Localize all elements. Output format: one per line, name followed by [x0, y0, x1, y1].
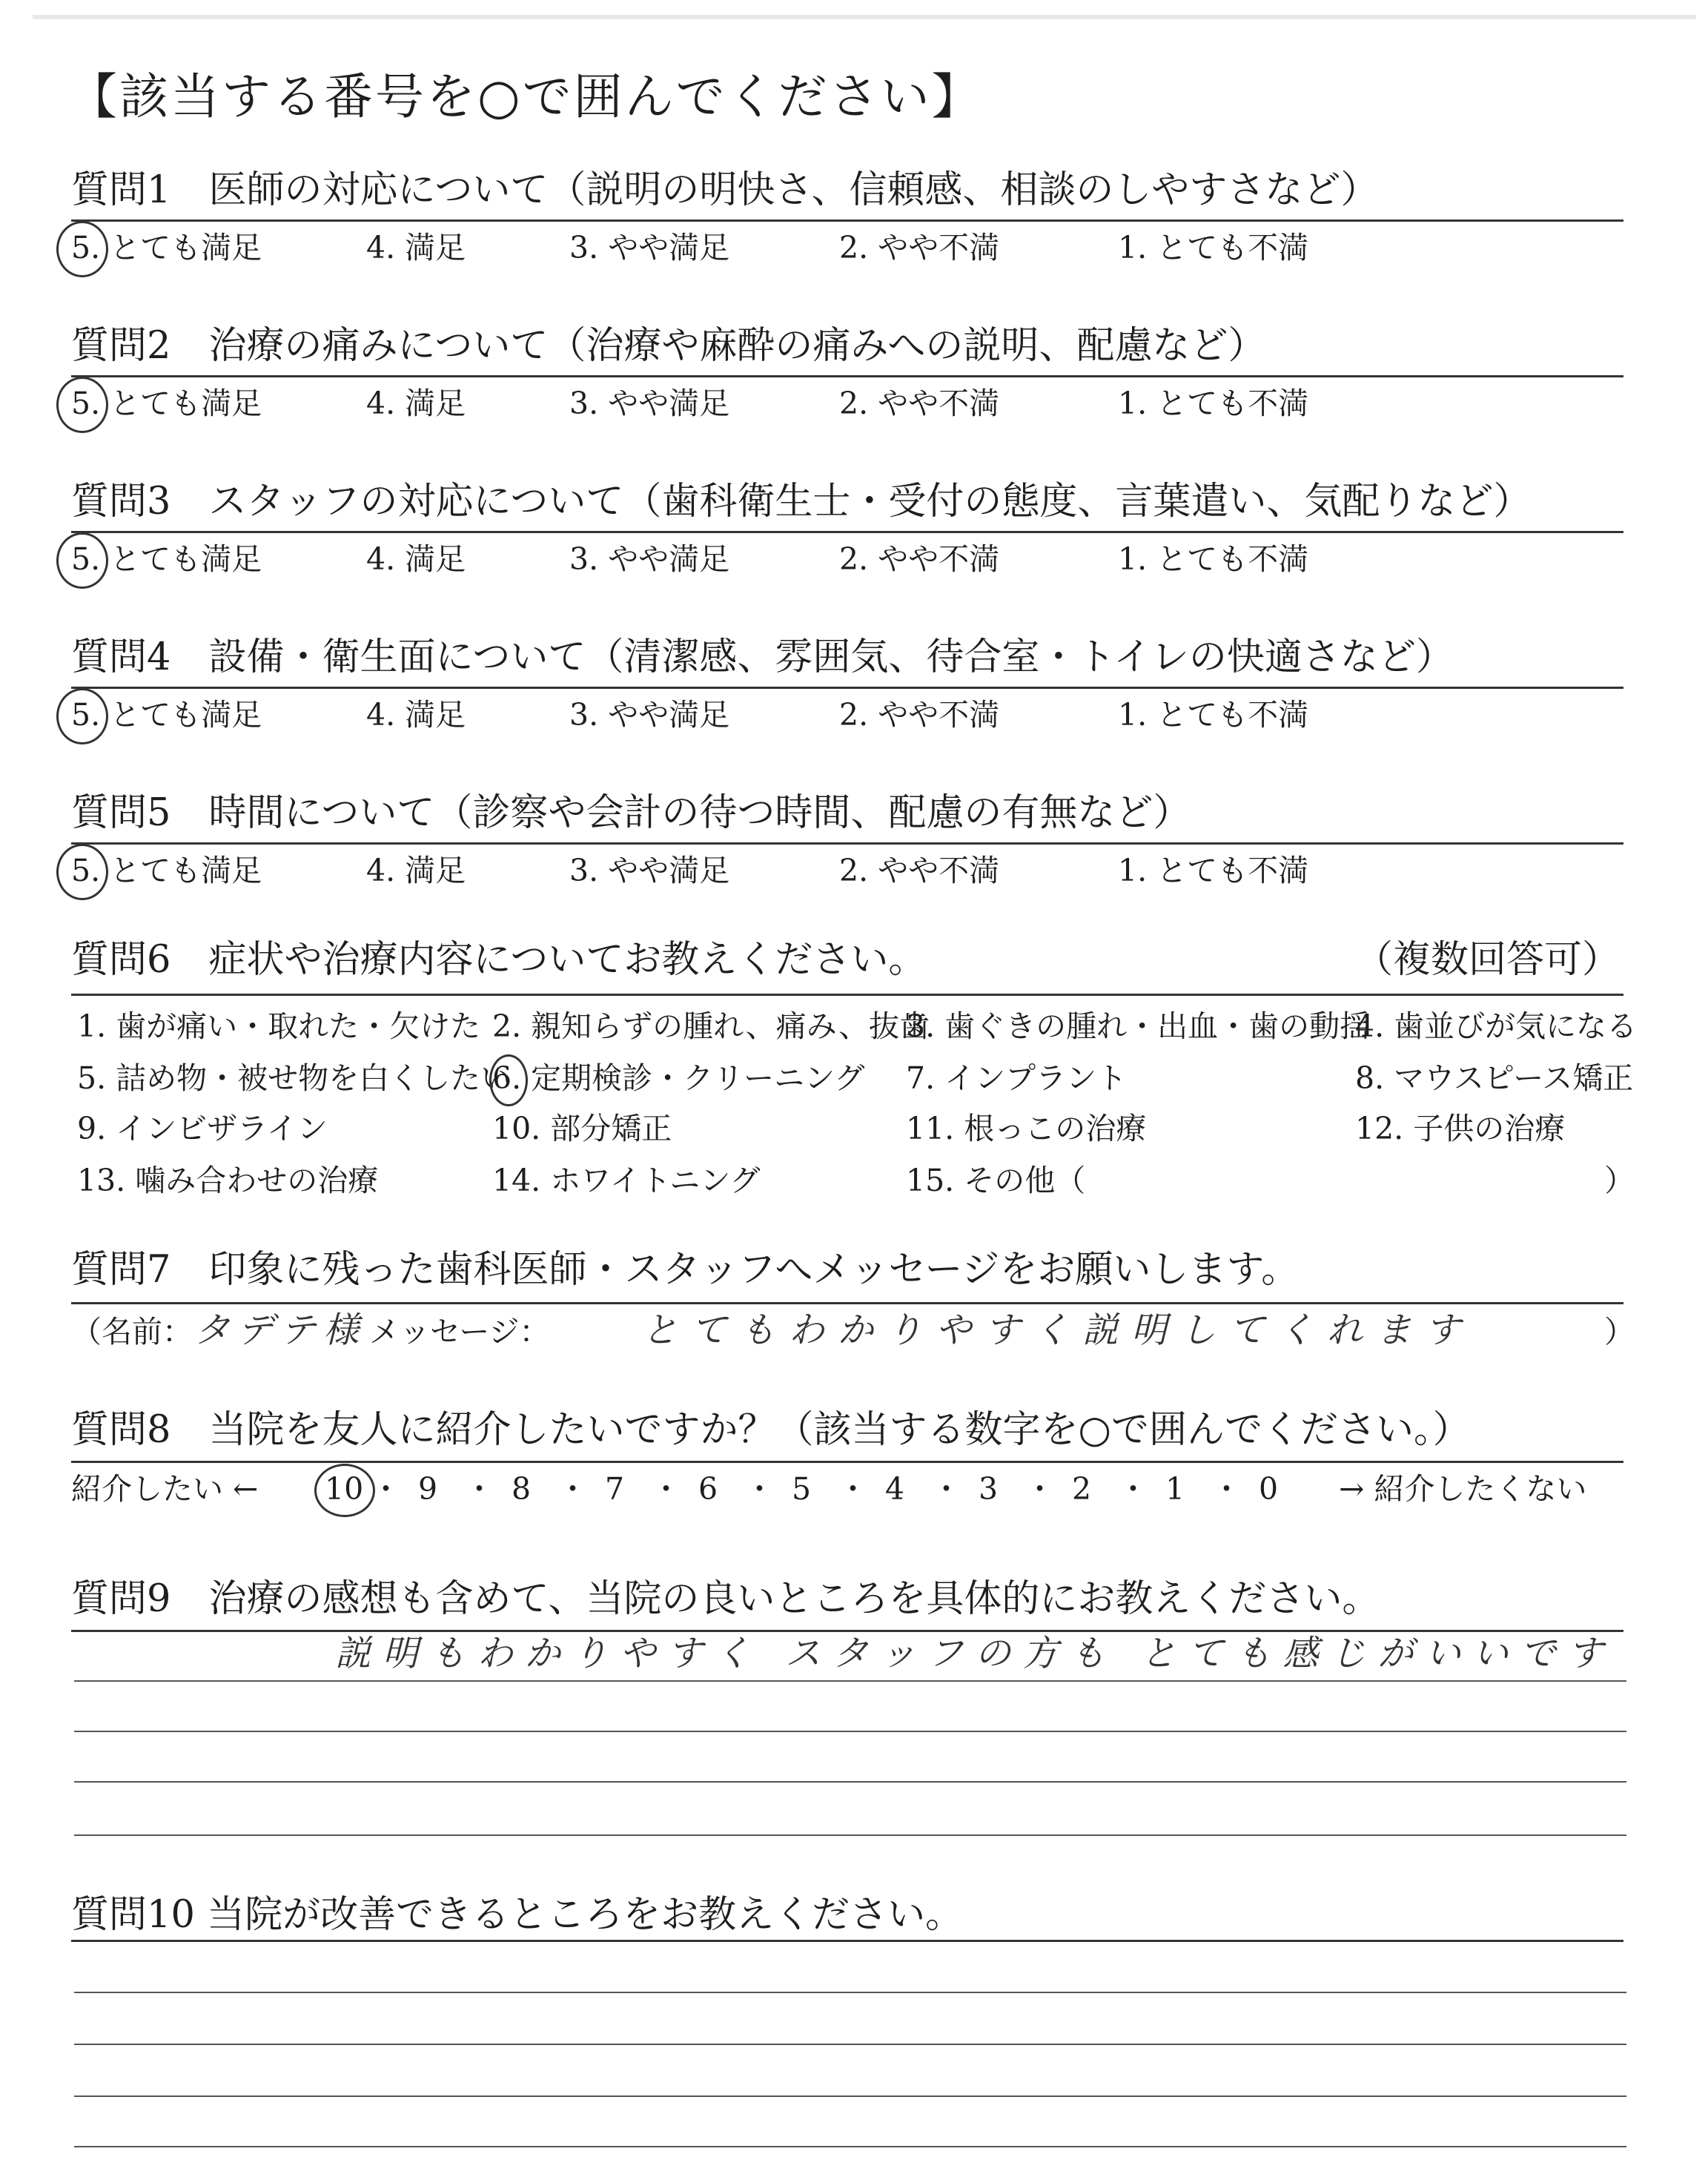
q6-option[interactable]: 7. インプラント — [906, 1060, 1128, 1096]
q4-selected-circle — [56, 688, 108, 744]
q6-other-close: ） — [1604, 1163, 1635, 1198]
q4-title: 質問4 設備・衛生面について（清潔感、雰囲気、待合室・トイレの快適さなど） — [71, 635, 1454, 679]
q10-write-line — [74, 2146, 1626, 2147]
q8-scale-separator: ・ — [1211, 1471, 1242, 1507]
q6-option[interactable]: 15. その他（ — [906, 1163, 1086, 1198]
q5-option[interactable]: 3. やや満足 — [569, 853, 730, 888]
q8-scale-separator: ・ — [744, 1471, 775, 1507]
q6-rule — [71, 994, 1623, 996]
q6-option[interactable]: 8. マウスピース矯正 — [1355, 1060, 1634, 1096]
q7-title: 質問7 印象に残った歯科医師・スタッフへメッセージをお願いします。 — [71, 1248, 1300, 1292]
q6-selected-circle — [489, 1054, 528, 1106]
q6-option[interactable]: 13. 噛み合わせの治療 — [77, 1163, 379, 1198]
q10-write-line — [74, 2095, 1626, 2097]
q8-title: 質問8 当院を友人に紹介したいですか？（該当する数字を○で囲んでください。） — [71, 1408, 1471, 1452]
q8-scale-separator: ・ — [557, 1471, 588, 1507]
q10-rule — [71, 1940, 1623, 1942]
q9-write-line — [74, 1834, 1626, 1836]
q6-title: 質問6 症状や治療内容についてお教えください。 — [71, 938, 927, 982]
q2-title: 質問2 治療の痛みについて（治療や麻酔の痛みへの説明、配慮など） — [71, 324, 1266, 368]
q8-scale-separator: ・ — [838, 1471, 868, 1507]
q8-scale-separator: ・ — [464, 1471, 494, 1507]
q2-rule — [71, 375, 1623, 377]
q3-option[interactable]: 3. やや満足 — [569, 541, 730, 577]
q6-option[interactable]: 1. 歯が痛い・取れた・欠けた — [77, 1008, 481, 1044]
q1-option[interactable]: 1. とても不満 — [1118, 230, 1309, 265]
q5-option[interactable]: 4. 満足 — [366, 853, 466, 888]
q3-option[interactable]: 1. とても不満 — [1118, 541, 1309, 577]
q1-option[interactable]: 5. とても満足 — [71, 230, 262, 265]
q6-option[interactable]: 2. 親知らずの腫れ、痛み、抜歯 — [492, 1008, 930, 1044]
q8-scale-separator: ・ — [371, 1471, 401, 1507]
q6-option[interactable]: 3. 歯ぐきの腫れ・出血・歯の動揺 — [906, 1008, 1371, 1044]
q5-option[interactable]: 5. とても満足 — [71, 853, 262, 888]
q7-close: ） — [1604, 1314, 1635, 1350]
q5-selected-circle — [56, 844, 108, 900]
q10-write-line — [74, 2044, 1626, 2045]
q8-scale-separator: ・ — [1118, 1471, 1148, 1507]
q9-write-line — [74, 1781, 1626, 1783]
q7-name-value: タデテ様 — [194, 1309, 367, 1351]
q8-scale-separator: ・ — [931, 1471, 961, 1507]
q4-rule — [71, 687, 1623, 689]
q1-rule — [71, 219, 1623, 222]
q3-title: 質問3 スタッフの対応について（歯科衛生士・受付の態度、言葉遣い、気配りなど） — [71, 480, 1532, 524]
q1-option[interactable]: 3. やや満足 — [569, 230, 730, 265]
q4-option[interactable]: 4. 満足 — [366, 697, 466, 733]
q3-option[interactable]: 5. とても満足 — [71, 541, 262, 577]
q5-rule — [71, 842, 1623, 845]
q1-selected-circle — [56, 221, 108, 277]
q6-option[interactable]: 6. 定期検診・クリーニング — [492, 1060, 865, 1096]
q8-scale-value[interactable]: 3 — [979, 1471, 999, 1507]
q2-option[interactable]: 5. とても満足 — [71, 386, 262, 421]
q2-option[interactable]: 3. やや満足 — [569, 386, 730, 421]
q7-rule — [71, 1302, 1623, 1304]
q8-scale-separator: ・ — [1025, 1471, 1055, 1507]
top-edge — [33, 15, 1696, 19]
q7-name-label: （名前： — [71, 1314, 193, 1350]
q5-title: 質問5 時間について（診察や会計の待つ時間、配慮の有無など） — [71, 791, 1191, 835]
q8-scale-value[interactable]: 4 — [885, 1471, 905, 1507]
q8-scale-value[interactable]: 7 — [605, 1471, 625, 1507]
q9-write-line — [74, 1680, 1626, 1682]
q2-option[interactable]: 1. とても不満 — [1118, 386, 1309, 421]
q8-scale-value[interactable]: 10 — [325, 1471, 364, 1507]
q9-write-line — [74, 1731, 1626, 1732]
q3-option[interactable]: 4. 満足 — [366, 541, 466, 577]
q1-option[interactable]: 2. やや不満 — [839, 230, 1000, 265]
q6-option[interactable]: 14. ホワイトニング — [492, 1163, 761, 1198]
q8-right-label: → 紹介したくない — [1339, 1471, 1587, 1507]
q3-selected-circle — [56, 532, 108, 589]
q6-option[interactable]: 4. 歯並びが気になる — [1355, 1008, 1638, 1044]
q7-message-label: メッセージ： — [369, 1314, 550, 1350]
q4-option[interactable]: 3. やや満足 — [569, 697, 730, 733]
q10-title: 質問10 当院が改善できるところをお教えください。 — [71, 1893, 964, 1937]
q8-scale-value[interactable]: 0 — [1259, 1471, 1279, 1507]
q3-rule — [71, 531, 1623, 533]
q10-write-line — [74, 1992, 1626, 1993]
q6-option[interactable]: 10. 部分矯正 — [492, 1111, 672, 1146]
q2-option[interactable]: 2. やや不満 — [839, 386, 1000, 421]
q8-selected-circle — [314, 1464, 375, 1517]
q1-option[interactable]: 4. 満足 — [366, 230, 466, 265]
q8-scale-value[interactable]: 8 — [512, 1471, 532, 1507]
q4-option[interactable]: 1. とても不満 — [1118, 697, 1309, 733]
q8-scale-value[interactable]: 1 — [1165, 1471, 1185, 1507]
q2-option[interactable]: 4. 満足 — [366, 386, 466, 421]
q8-rule — [71, 1461, 1623, 1463]
q3-option[interactable]: 2. やや不満 — [839, 541, 1000, 577]
page-heading: 【該当する番号を○で囲んでください】 — [68, 68, 983, 125]
q1-title: 質問1 医師の対応について（説明の明快さ、信頼感、相談のしやすさなど） — [71, 168, 1379, 212]
q4-option[interactable]: 5. とても満足 — [71, 697, 262, 733]
q6-option[interactable]: 5. 詰め物・被せ物を白くしたい — [77, 1060, 512, 1096]
q8-scale-value[interactable]: 5 — [792, 1471, 812, 1507]
q8-scale-value[interactable]: 6 — [698, 1471, 718, 1507]
q9-title: 質問9 治療の感想も含めて、当院の良いところを具体的にお教えください。 — [71, 1577, 1380, 1621]
q9-answer: 説明もわかりやすく スタッフの方も とても感じがいいです — [335, 1633, 1615, 1674]
q8-left-label: 紹介したい ← — [71, 1471, 259, 1507]
q6-note: （複数回答可） — [1355, 938, 1621, 982]
q8-scale-separator: ・ — [651, 1471, 681, 1507]
q6-option[interactable]: 9. インビザライン — [77, 1111, 328, 1146]
q6-option[interactable]: 12. 子供の治療 — [1355, 1111, 1566, 1146]
q2-selected-circle — [56, 377, 108, 433]
q5-option[interactable]: 1. とても不満 — [1118, 853, 1309, 888]
q6-option[interactable]: 11. 根っこの治療 — [906, 1111, 1147, 1146]
q4-option[interactable]: 2. やや不満 — [839, 697, 1000, 733]
q8-scale-value[interactable]: 9 — [418, 1471, 438, 1507]
q7-message-value: とてもわかりやすく説明してくれます — [642, 1309, 1474, 1351]
q8-scale-value[interactable]: 2 — [1072, 1471, 1092, 1507]
q5-option[interactable]: 2. やや不満 — [839, 853, 1000, 888]
